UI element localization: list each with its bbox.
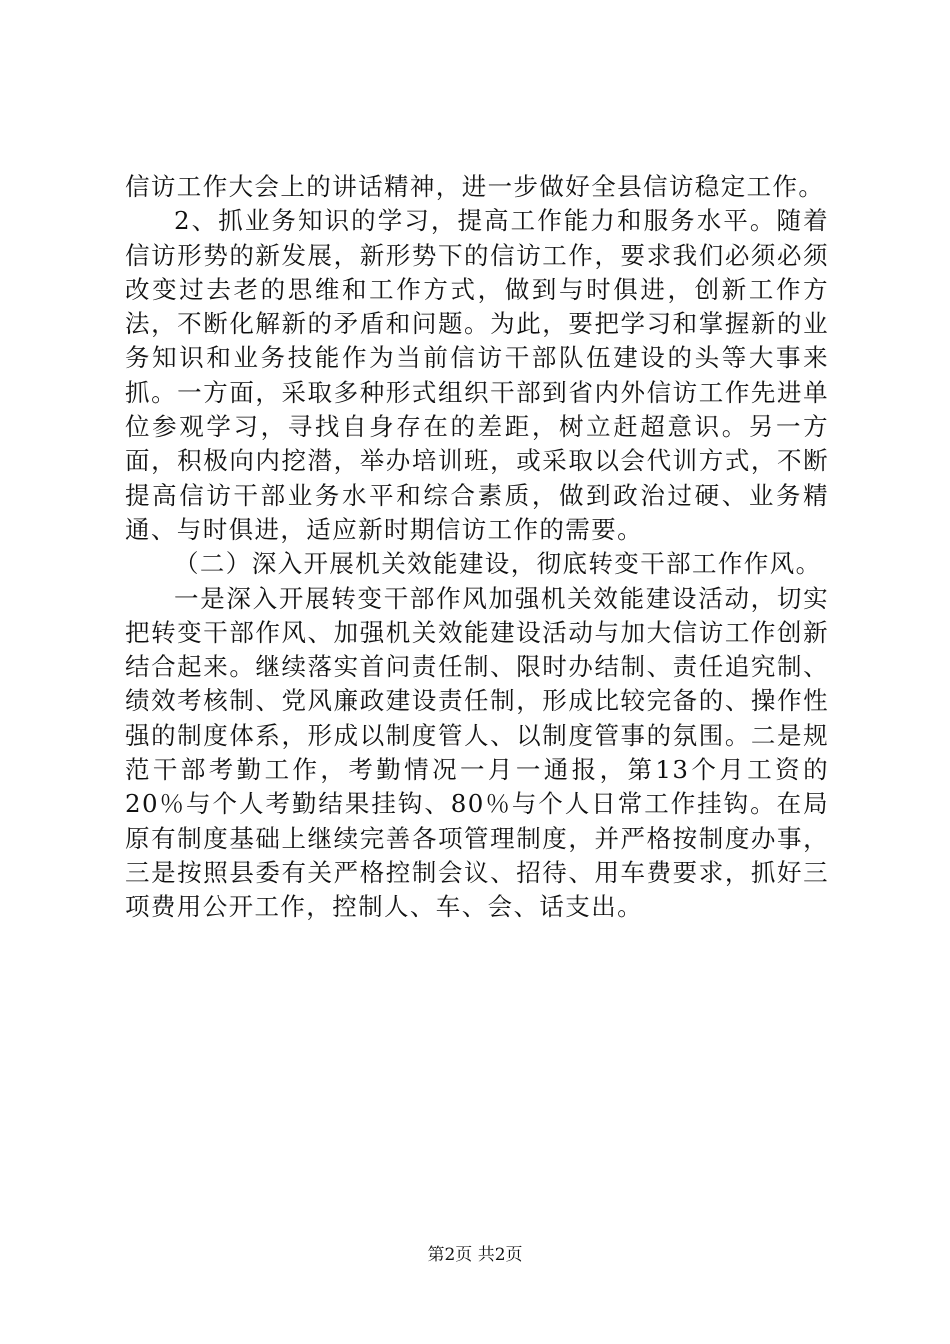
section-heading-efficiency: （二）深入开展机关效能建设，彻底转变干部工作作风。 xyxy=(174,549,822,579)
page-number-label: 第2页 共2页 xyxy=(427,1245,523,1265)
page-footer xyxy=(0,1245,950,1265)
paragraph-work-style: 一是深入开展转变干部作风加强机关效能建设活动，切实把转变干部作风、加强机关效能建设活动与加大信访工作创新结合起来。继续落实首问责任制、限时办结制、责任追究制、绩效考核制、党风廉政建设责任制，形成比较完备的、操作性强的制度体系，形成以制度管人、以制度管事的氛围。二是规范干部考勤工作，考勤情况一月一通报，第13个月工资的20％与个人考勤结果挂钩、80％与个人日常工作挂钩。在局原有制度基础上继续完善各项管理制度，并严格按制度办事，三是按照县委有关严格控制会议、招待、用车费要求，抓好三项费用公开工作，控制人、车、会、话支出。 xyxy=(125,583,829,922)
document-body xyxy=(125,170,829,925)
paragraph-business-knowledge: 2、抓业务知识的学习，提高工作能力和服务水平。随着信访形势的新发展，新形势下的信访工作，要求我们必须必须改变过去老的思维和工作方式，做到与时俱进，创新工作方法，不断化解新的矛盾和问题。为此，要把学习和掌握新的业务知识和业务技能作为当前信访干部队伍建设的头等大事来抓。一方面，采取多种形式组织干部到省内外信访工作先进单位参观学习，寻找自身存在的差距，树立赶超意识。另一方面，积极向内挖潜，举办培训班，或采取以会代训方式，不断提高信访干部业务水平和综合素质，做到政治过硬、业务精通、与时俱进，适应新时期信访工作的需要。 xyxy=(125,206,829,544)
paragraph-continuation: 信访工作大会上的讲话精神，进一步做好全县信访稳定工作。 xyxy=(125,172,825,201)
